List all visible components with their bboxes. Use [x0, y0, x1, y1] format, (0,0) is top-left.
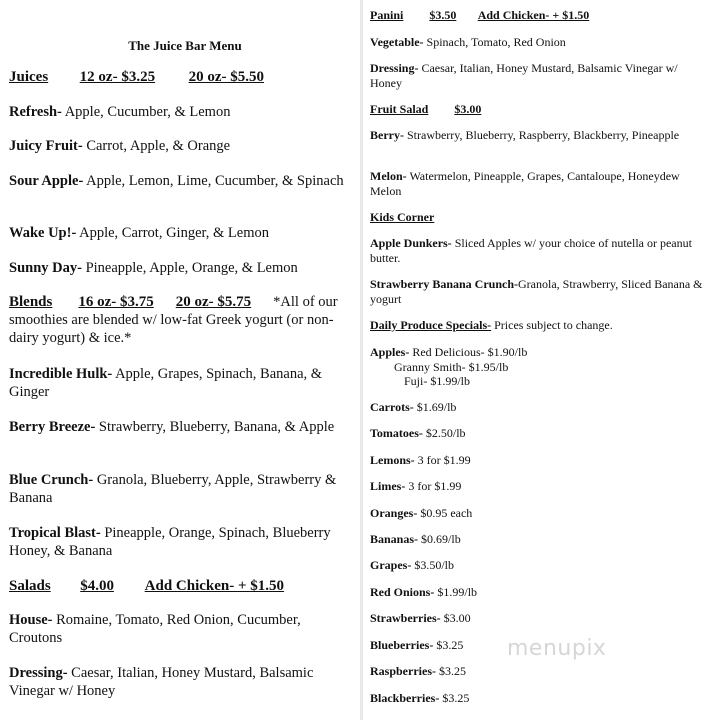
produce-heading: Daily Produce Specials- — [370, 318, 492, 332]
kids-corner-header — [370, 210, 710, 225]
fruit-salad-heading: Fruit Salad — [370, 102, 429, 116]
fruit-salad-item: Melon- Watermelon, Pineapple, Grapes, Cantaloupe, Honeydew Melon — [370, 169, 680, 198]
blend-item: Blue Crunch- Granola, Blueberry, Apple, Strawberry & Banana — [9, 472, 337, 506]
juices-size-20oz: 20 oz- $5.50 — [188, 69, 264, 85]
produce-apples: Apples- Red Delicious- $1.90/lb Granny Smith- $1.95/lb Fuji- $1.99/lb — [370, 345, 528, 388]
blends-header — [9, 293, 355, 347]
juice-item: Sour Apple- Apple, Lemon, Lime, Cucumber, & Spinach — [9, 173, 344, 189]
fruit-salad-price: $3.00 — [454, 102, 482, 116]
salad-item: Dressing- Caesar, Italian, Honey Mustard, Balsamic Vinegar w/ Honey — [9, 665, 314, 699]
produce-item: Red Onions- $1.99/lb — [370, 585, 478, 599]
panini-price: $3.50 — [429, 8, 457, 22]
juice-item: Juicy Fruit- Carrot, Apple, & Orange — [9, 138, 231, 154]
blend-item: Berry Breeze- Strawberry, Blueberry, Banana, & Apple — [9, 419, 335, 435]
juices-size-12oz: 12 oz- $3.25 — [79, 69, 156, 85]
produce-header — [370, 318, 710, 333]
produce-item: Raspberries- $3.25 — [370, 664, 466, 678]
juice-item: Wake Up!- Apple, Carrot, Ginger, & Lemon — [9, 225, 269, 241]
menupix-watermark: menupix — [507, 636, 607, 661]
right-column — [363, 0, 720, 720]
kids-corner-heading: Kids Corner — [370, 210, 435, 224]
kids-item: Apple Dunkers- Sliced Apples w/ your choice of nutella or peanut butter. — [370, 236, 692, 265]
produce-item: Bananas- $0.69/lb — [370, 532, 461, 546]
menu-title: The Juice Bar Menu — [128, 38, 242, 53]
produce-item: Blackberries- $3.25 — [370, 691, 470, 705]
blends-heading: Blends — [9, 294, 53, 310]
produce-item: Tomatoes- $2.50/lb — [370, 426, 466, 440]
produce-item: Oranges- $0.95 each — [370, 506, 473, 520]
blends-note: *All of our smoothies are blended w/ low-fat Greek yogurt (or non-dairy yogurt) & ice.* — [9, 294, 338, 346]
blend-item: Tropical Blast- Pineapple, Orange, Spinach, Blueberry Honey, & Banana — [9, 525, 331, 559]
blend-item: Incredible Hulk- Apple, Grapes, Spinach, Banana, & Ginger — [9, 366, 323, 400]
salads-price: $4.00 — [80, 578, 114, 594]
blends-size-20oz: 20 oz- $5.75 — [175, 294, 252, 310]
fruit-salad-item: Berry- Strawberry, Blueberry, Raspberry, Blackberry, Pineapple — [370, 128, 680, 142]
juice-item: Sunny Day- Pineapple, Apple, Orange, & Lemon — [9, 260, 298, 276]
panini-heading: Panini — [370, 8, 404, 22]
salads-heading: Salads — [9, 578, 51, 594]
juices-heading: Juices — [9, 69, 49, 85]
produce-note: Prices subject to change. — [491, 318, 613, 332]
produce-item: Blueberries- $3.25 — [370, 638, 464, 652]
produce-item: Carrots- $1.69/lb — [370, 400, 457, 414]
panini-addon: Add Chicken- + $1.50 — [477, 8, 590, 22]
salad-item: House- Romaine, Tomato, Red Onion, Cucumber, Croutons — [9, 612, 301, 646]
panini-item: Vegetable- Spinach, Tomato, Red Onion — [370, 35, 566, 49]
fruit-salad-header — [370, 102, 710, 117]
kids-item: Strawberry Banana Crunch-Granola, Strawberry, Sliced Banana & yogurt — [370, 277, 703, 306]
panini-item: Dressing- Caesar, Italian, Honey Mustard, Balsamic Vinegar w/ Honey — [370, 61, 678, 90]
juices-header — [9, 68, 355, 86]
produce-item: Strawberries- $3.00 — [370, 611, 471, 625]
produce-item: Limes- 3 for $1.99 — [370, 479, 462, 493]
juice-item: Refresh- Apple, Cucumber, & Lemon — [9, 104, 231, 120]
produce-item: Lemons- 3 for $1.99 — [370, 453, 471, 467]
blends-size-16oz: 16 oz- $3.75 — [78, 294, 154, 310]
panini-header — [370, 8, 710, 23]
produce-item: Grapes- $3.50/lb — [370, 558, 454, 572]
salads-addon: Add Chicken- + $1.50 — [144, 578, 285, 594]
salads-header — [9, 577, 355, 595]
